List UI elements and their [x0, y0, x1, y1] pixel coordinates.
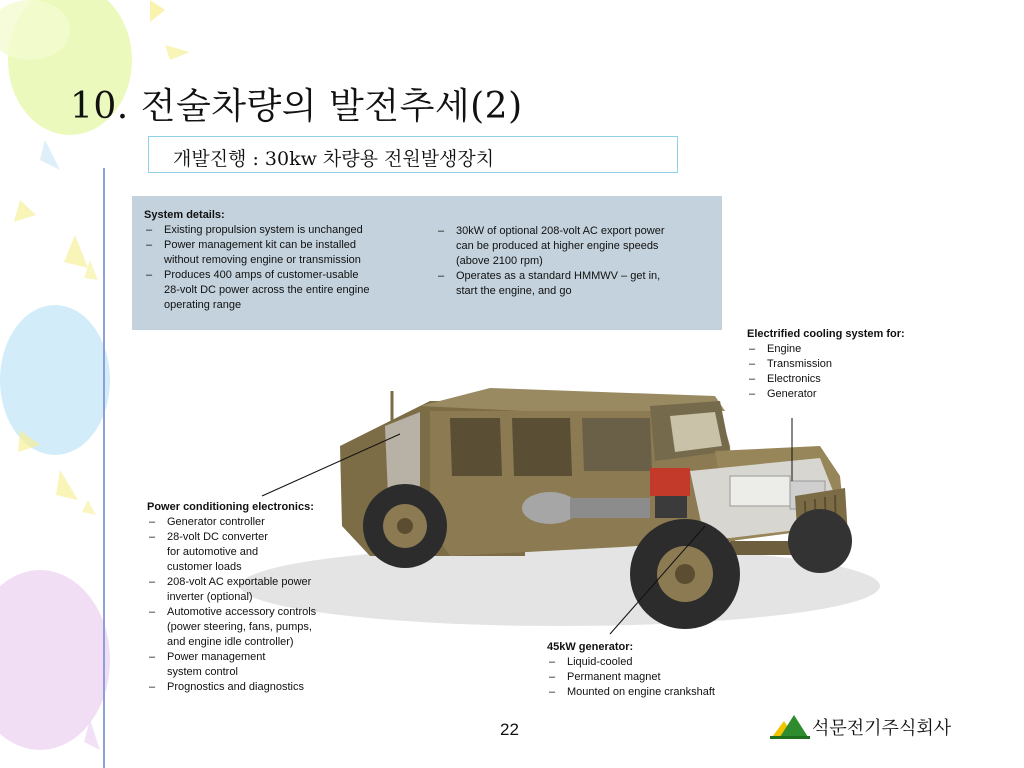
system-details-heading: System details: — [144, 209, 225, 221]
list-item: – 208-volt AC exportable power inverter (optional) — [147, 575, 357, 605]
generator-list — [547, 655, 767, 700]
subtitle-text: 개발진행 : 30kw 차량용 전원발생장치 — [173, 148, 495, 170]
subtitle-box — [148, 136, 678, 173]
list-item: – Power management kit can be installed without removing engine or transmission — [144, 238, 414, 268]
list-item: – 30kW of optional 208-volt AC export power can be produced at higher engine speeds (above 2100 rpm) — [436, 224, 716, 269]
generator-callout — [547, 640, 767, 700]
power-conditioning-heading: Power conditioning electronics: — [147, 501, 314, 513]
generator-heading: 45kW generator: — [547, 641, 634, 653]
cooling-list — [747, 342, 927, 402]
list-item: – Liquid-cooled — [547, 655, 767, 670]
system-details-right — [436, 224, 716, 299]
list-item: – Generator controller — [147, 515, 357, 530]
vertical-divider — [103, 168, 105, 768]
list-item: – 28-volt DC converter for automotive and customer loads — [147, 530, 357, 575]
cooling-system-callout — [747, 327, 927, 402]
company-name: 석문전기주식회사 — [812, 718, 952, 739]
list-item: – Mounted on engine crankshaft — [547, 685, 767, 700]
mountain-logo-icon — [770, 713, 810, 739]
list-item: – Automotive accessory controls (power steering, fans, pumps, and engine idle controller) — [147, 605, 357, 650]
power-conditioning-list — [147, 515, 357, 695]
list-item: – Prognostics and diagnostics — [147, 680, 357, 695]
list-item: – Electronics — [747, 372, 927, 387]
list-item: – Operates as a standard HMMWV – get in, start the engine, and go — [436, 269, 716, 299]
list-item: – Generator — [747, 387, 927, 402]
system-details-left-list — [144, 223, 414, 313]
hmmwv-figure — [130, 196, 930, 716]
cooling-heading: Electrified cooling system for: — [747, 328, 905, 340]
system-details-left — [144, 208, 414, 313]
system-details-right-list — [436, 224, 716, 299]
list-item: – Power management system control — [147, 650, 357, 680]
list-item: – Produces 400 amps of customer-usable 28-volt DC power across the entire engine operating range — [144, 268, 414, 313]
list-item: – Existing propulsion system is unchanged — [144, 223, 414, 238]
slide-title: 10. 전술차량의 발전추세(2) — [70, 86, 523, 127]
power-conditioning-callout — [147, 500, 357, 695]
page-number: 22 — [500, 720, 519, 739]
list-item: – Engine — [747, 342, 927, 357]
list-item: – Permanent magnet — [547, 670, 767, 685]
list-item: – Transmission — [747, 357, 927, 372]
